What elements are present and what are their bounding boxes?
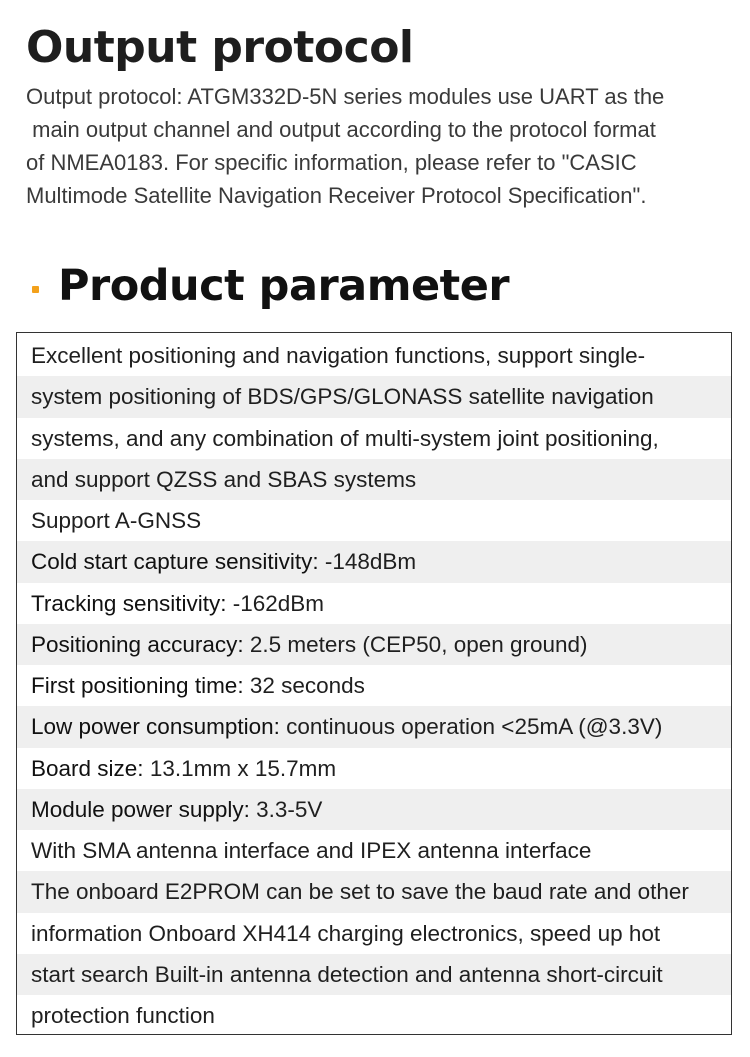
parameter-text: -148dBm [318, 549, 417, 575]
output-protocol-description [26, 80, 736, 212]
parameter-label: Low power consumption: [31, 714, 280, 740]
description-line: Multimode Satellite Navigation Receiver Protocol Specification". [26, 183, 647, 208]
parameter-line [17, 665, 731, 706]
parameter-label: Board size: [31, 755, 144, 781]
parameter-label: Module power supply: [31, 796, 250, 822]
parameter-text: -162dBm [226, 590, 325, 616]
parameter-line [17, 871, 731, 912]
parameter-text: 3.3-5V [249, 796, 323, 822]
parameter-text: Support A-GNSS [31, 508, 202, 533]
parameter-text: With SMA antenna interface and IPEX antenna interface [31, 838, 592, 863]
description-line: main output channel and output according to the protocol format [26, 117, 656, 142]
product-parameter-heading: Product parameter [58, 261, 510, 311]
parameter-text: start search Built-in antenna detection and antenna short-circuit [31, 961, 663, 987]
parameter-label: Tracking sensitivity: [31, 590, 227, 616]
parameter-line [17, 706, 731, 747]
output-protocol-heading: Output protocol [26, 22, 414, 73]
description-line: Output protocol: ATGM332D-5N series modules use UART as the [26, 84, 665, 109]
parameter-text: systems, and any combination of multi-system joint positioning, [31, 425, 659, 451]
parameter-text: Excellent positioning and navigation functions, support single- [31, 343, 646, 368]
parameter-line [17, 459, 731, 500]
parameter-line [17, 624, 731, 665]
parameter-line [17, 995, 731, 1036]
parameter-text: protection function [31, 1003, 215, 1028]
bullet-dot-icon [32, 286, 39, 293]
parameter-text: The onboard E2PROM can be set to save the baud rate and other [31, 879, 689, 905]
parameter-line [17, 913, 731, 954]
parameter-line [17, 954, 731, 995]
parameter-text: 13.1mm x 15.7mm [143, 755, 337, 781]
parameter-text: information Onboard XH414 charging electronics, speed up hot [31, 920, 661, 946]
parameter-text: 2.5 meters (CEP50, open ground) [243, 631, 588, 657]
parameter-text: 32 seconds [243, 673, 365, 698]
description-line: of NMEA0183. For specific information, please refer to "CASIC [26, 150, 637, 175]
parameter-text: continuous operation <25mA (@3.3V) [279, 714, 663, 740]
parameter-line [17, 830, 731, 871]
parameter-table [16, 332, 732, 1035]
parameter-line [17, 335, 731, 376]
parameter-text: system positioning of BDS/GPS/GLONASS satellite navigation [31, 384, 654, 410]
parameter-line [17, 376, 731, 417]
parameter-line [17, 541, 731, 582]
parameter-label: First positioning time: [31, 673, 244, 698]
parameter-line [17, 418, 731, 459]
parameter-line [17, 748, 731, 789]
parameter-line [17, 500, 731, 541]
parameter-label: Cold start capture sensitivity: [31, 549, 319, 575]
parameter-label: Positioning accuracy: [31, 631, 244, 657]
parameter-text: and support QZSS and SBAS systems [31, 466, 417, 492]
parameter-line [17, 583, 731, 624]
parameter-line [17, 789, 731, 830]
